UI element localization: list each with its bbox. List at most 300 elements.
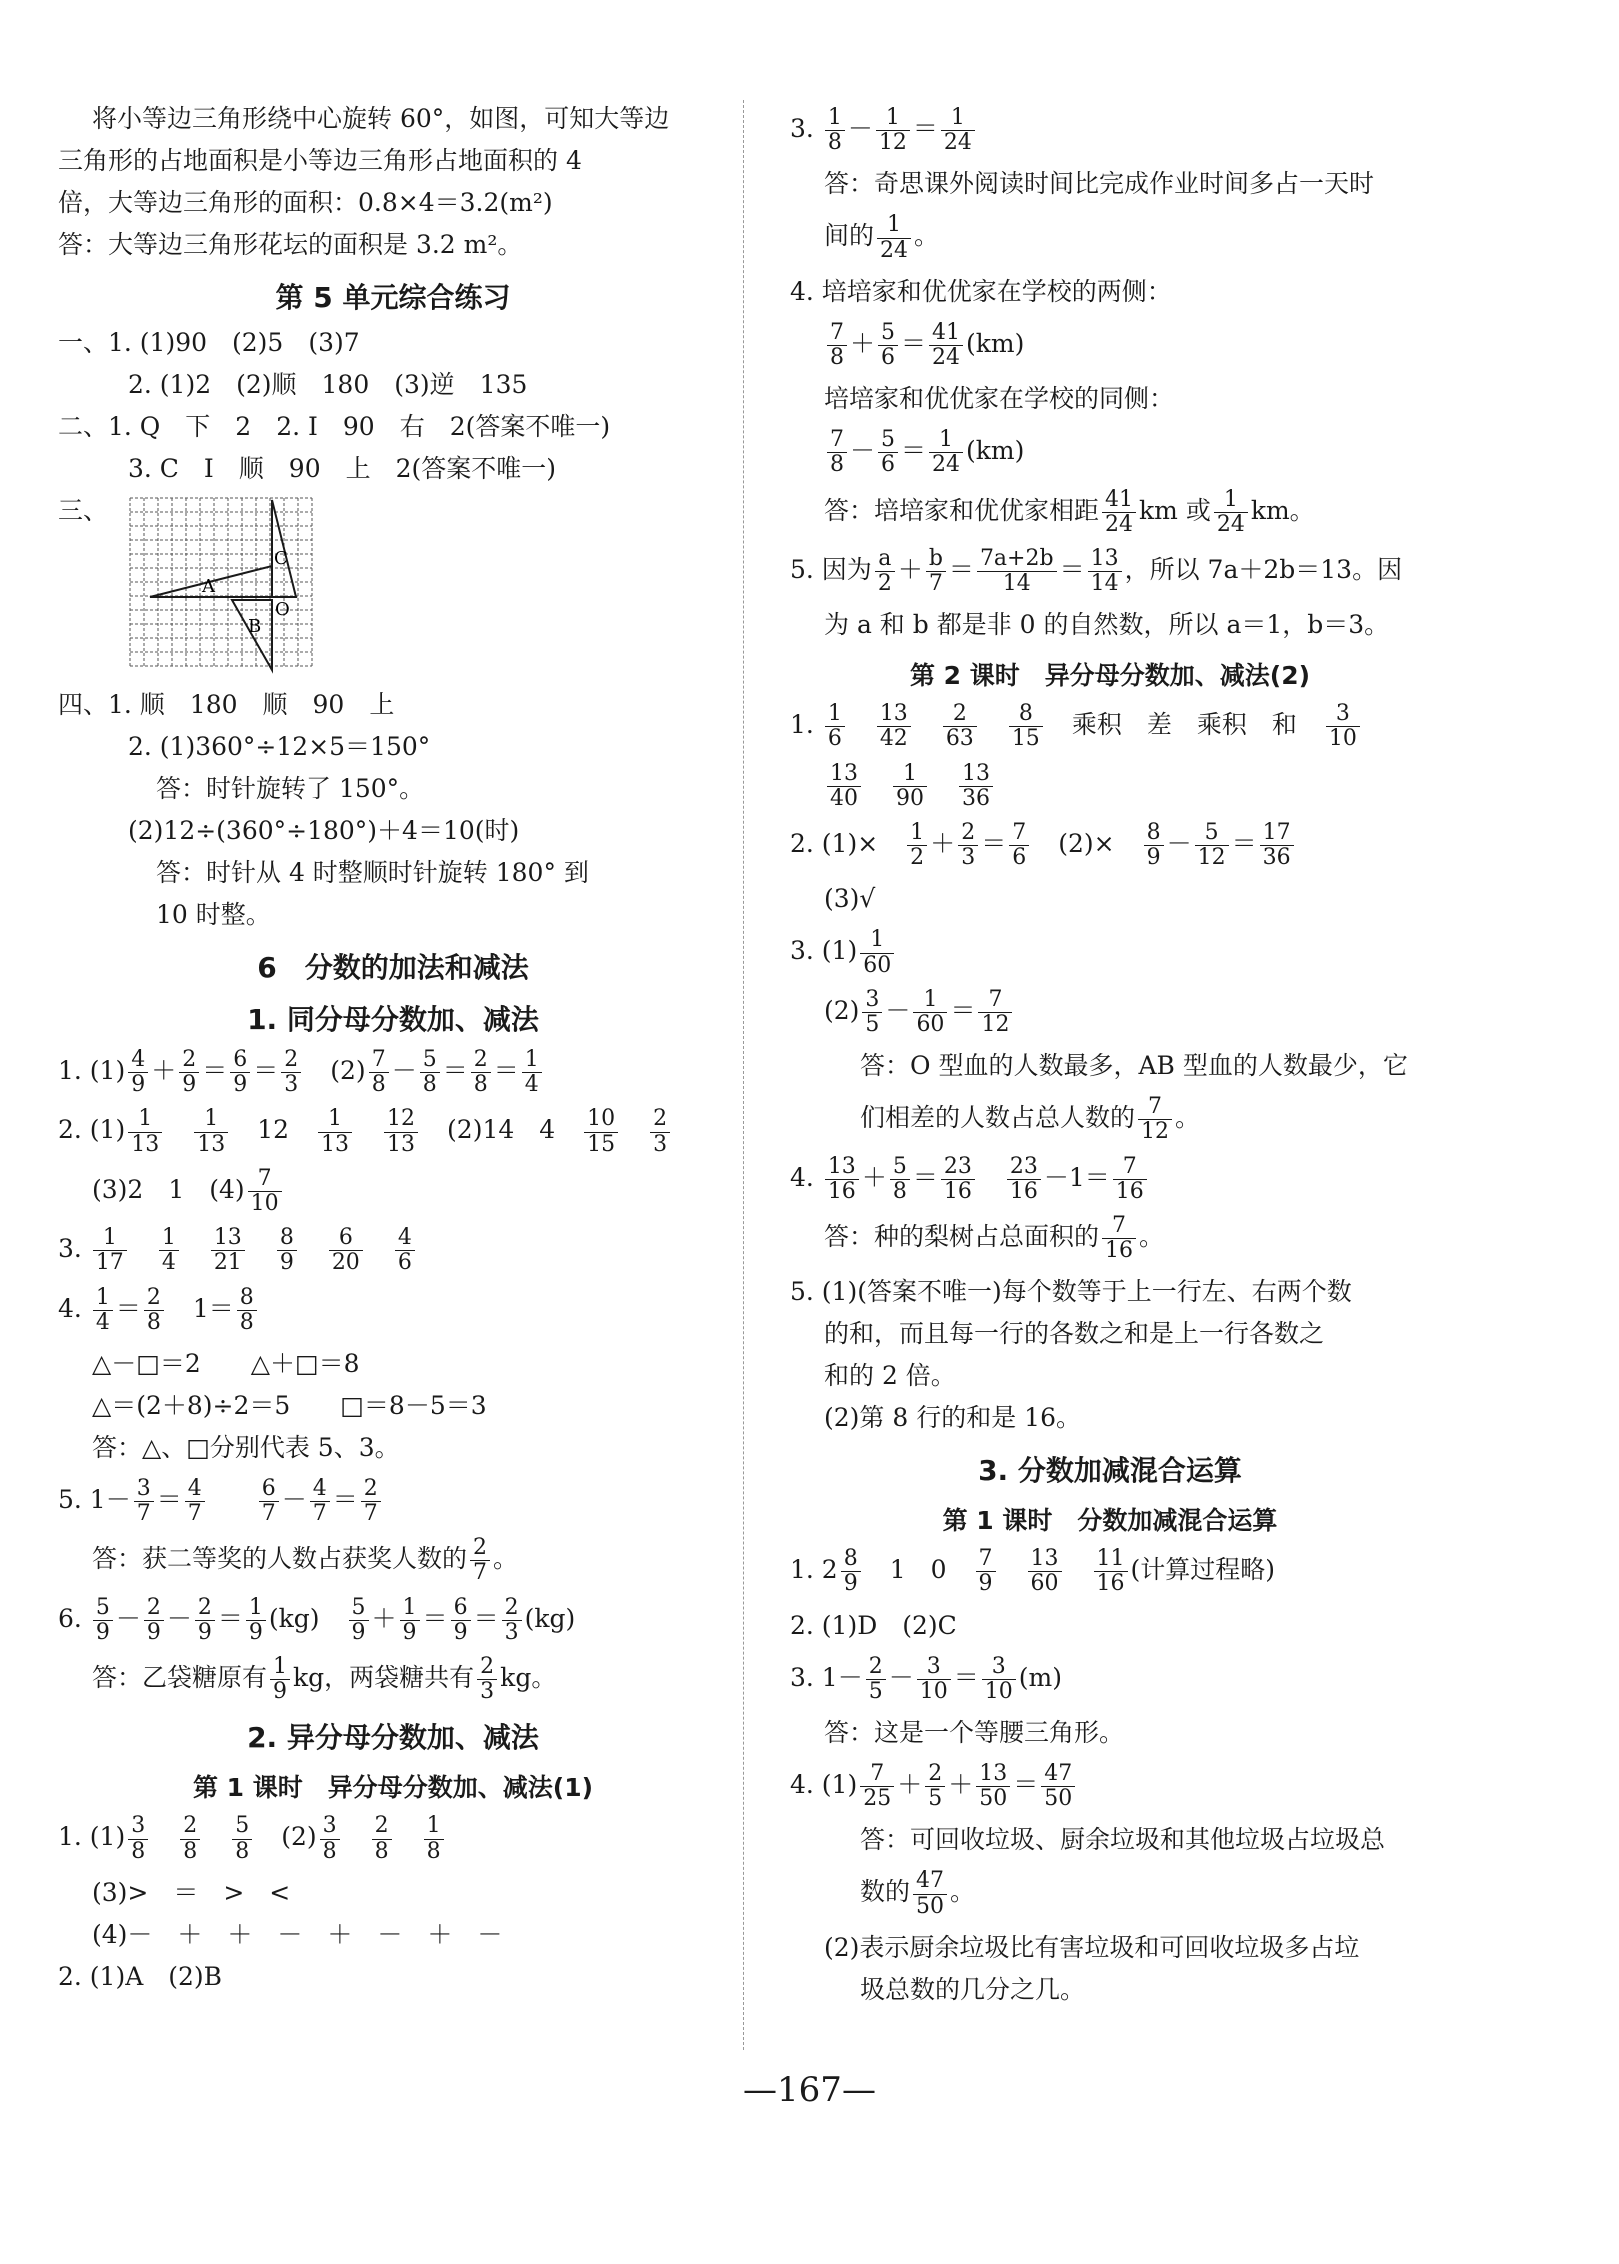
denominator: 8 xyxy=(131,1838,146,1864)
q2b-line: (3)2 1 (4) $\frac{7}{10}$ xyxy=(58,1167,728,1216)
numerator: 11 xyxy=(1094,1547,1128,1572)
numerator: 8 xyxy=(237,1286,257,1311)
numerator: 1 xyxy=(913,988,947,1013)
fraction xyxy=(860,1762,894,1811)
denominator: 25 xyxy=(863,1786,892,1812)
grid-svg xyxy=(122,492,382,677)
numerator: 7 xyxy=(1138,1095,1172,1120)
fraction xyxy=(93,1286,113,1335)
fraction xyxy=(1214,488,1248,537)
answer-line: 5. (1)(答案不唯一)每个数等于上一行左、右两个数 xyxy=(790,1277,1352,1307)
numerator: 6 xyxy=(259,1477,279,1502)
fraction xyxy=(1113,1155,1147,1204)
q3-line: 3. $\frac{1}{17}$ $\frac{1}{4}$ $\frac{13}{21}$ $\frac{8}{9}$ $\frac{6}{20}$ $\frac{4}{6}$ xyxy=(58,1226,728,1275)
answer-line: (2)第 8 行的和是 16。 xyxy=(824,1403,1081,1433)
fraction xyxy=(877,213,911,262)
numerator: 2 xyxy=(144,1596,164,1621)
l2-q3-answer: 们相差的人数占总人数的 $\frac{7}{12}$ 。 xyxy=(860,1094,1201,1145)
fraction xyxy=(195,1596,215,1645)
numerator: 12 xyxy=(384,1107,418,1132)
numerator: 5 xyxy=(878,428,898,453)
answer-line: 2. (1)2 (2)顺 180 (3)逆 135 xyxy=(128,370,528,399)
q6-answer: 答：乙袋糖原有 $\frac{1}{9}$ kg，两袋糖共有 $\frac{2}{3}$ kg。 xyxy=(92,1654,557,1705)
rotation-grid-figure xyxy=(122,492,382,688)
fraction xyxy=(977,547,1057,596)
denominator: 9 xyxy=(402,1619,417,1645)
fraction xyxy=(890,1155,910,1204)
numerator: 13 xyxy=(211,1226,245,1251)
numerator: 7 xyxy=(369,1048,389,1073)
fraction xyxy=(144,1596,164,1645)
denominator: 24 xyxy=(943,130,972,156)
fraction xyxy=(1260,821,1294,870)
fraction xyxy=(827,321,847,370)
fraction xyxy=(913,1869,947,1918)
fraction xyxy=(941,1155,975,1204)
numerator: 4 xyxy=(395,1226,415,1251)
chapter-6-title: 6 分数的加法和减法 xyxy=(257,951,529,984)
denominator: 7 xyxy=(363,1501,378,1527)
numerator: 41 xyxy=(1102,488,1136,513)
numerator: 2 xyxy=(180,1814,200,1839)
numerator: 1 xyxy=(907,821,927,846)
answer-line: 二、1. Q 下 2 2. I 90 右 2(答案不唯一) xyxy=(58,412,611,441)
fraction xyxy=(827,428,847,477)
fraction xyxy=(1144,821,1164,870)
fraction xyxy=(893,762,927,811)
denominator: 16 xyxy=(1115,1178,1144,1204)
denominator: 7 xyxy=(187,1501,202,1527)
numerator: 13 xyxy=(877,702,911,727)
fraction xyxy=(1009,702,1043,751)
numerator: 2 xyxy=(650,1107,670,1132)
label-b: B xyxy=(247,616,262,637)
fraction xyxy=(584,1107,618,1156)
numerator: 2 xyxy=(502,1596,522,1621)
denominator: 16 xyxy=(1096,1571,1125,1597)
answer-line: 3. C I 顺 90 上 2(答案不唯一) xyxy=(128,454,557,483)
r3-answer: 间的 $\frac{1}{24}$ 。 xyxy=(824,212,940,263)
q2-line: 2. (1) $\frac{1}{13}$ $\frac{1}{13}$ 12 $\frac{1}{13}$ $\frac{12}{13}$ (2)14 4 $\frac{10}{15}$ $\frac{2}{3}$ xyxy=(58,1107,728,1156)
denominator: 8 xyxy=(322,1838,337,1864)
numerator: 13 xyxy=(976,1762,1010,1787)
fraction xyxy=(1326,702,1360,751)
denominator: 4 xyxy=(95,1309,110,1335)
lesson-2-title: 第 2 课时 异分母分数加、减法(2) xyxy=(909,661,1311,691)
numerator: 8 xyxy=(1009,702,1043,727)
numerator: 7 xyxy=(248,1167,282,1192)
denominator: 24 xyxy=(880,237,909,263)
numerator: 1 xyxy=(893,762,927,787)
numerator: 1 xyxy=(825,106,845,131)
denominator: 40 xyxy=(830,785,858,811)
fraction xyxy=(384,1107,418,1156)
fraction xyxy=(929,428,963,477)
numerator: 2 xyxy=(943,702,977,727)
denominator: 8 xyxy=(473,1072,488,1098)
numerator: 1 xyxy=(929,428,963,453)
numerator: 1 xyxy=(128,1107,162,1132)
denominator: 8 xyxy=(235,1838,250,1864)
answer-line: 和的 2 倍。 xyxy=(824,1361,956,1391)
denominator: 7 xyxy=(261,1501,276,1527)
fraction xyxy=(943,702,977,751)
denominator: 9 xyxy=(233,1072,248,1098)
answer-line: 的和，而且每一行的各数之和是上一行各数之 xyxy=(824,1319,1325,1349)
numerator: 5 xyxy=(93,1596,113,1621)
fraction xyxy=(929,321,963,370)
denominator: 6 xyxy=(827,726,842,752)
numerator: 23 xyxy=(1007,1155,1041,1180)
numerator: 13 xyxy=(959,762,993,787)
l1-q1-line: 1. (1) $\frac{3}{8}$ $\frac{2}{8}$ $\frac{5}{8}$ (2) $\frac{3}{8}$ $\frac{2}{8}$ $\frac{1}{8}$ xyxy=(58,1814,728,1863)
answer-line: (3)√ xyxy=(824,884,876,914)
denominator: 5 xyxy=(868,1678,883,1704)
r4-answer: 答：培培家和优优家相距 $\frac{41}{24}$ km 或 $\frac{1}{24}$ km。 xyxy=(824,486,1315,537)
denominator: 7 xyxy=(473,1560,488,1586)
lesson-1-title: 第 1 课时 异分母分数加、减法(1) xyxy=(192,1773,594,1803)
answer-line: 答：可回收垃圾、厨余垃圾和其他垃圾占垃圾总 xyxy=(860,1825,1386,1855)
numerator: 4 xyxy=(310,1477,330,1502)
fraction xyxy=(128,1107,162,1156)
l2-q4-answer: 答：种的梨树占总面积的 $\frac{7}{16}$ 。 xyxy=(824,1212,1165,1264)
fraction xyxy=(976,1762,1010,1811)
fraction xyxy=(349,1596,369,1645)
numerator: 2 xyxy=(361,1477,381,1502)
fraction xyxy=(959,762,993,811)
numerator: 7 xyxy=(827,321,847,346)
fraction xyxy=(451,1596,471,1645)
denominator: 60 xyxy=(863,952,892,978)
numerator: 47 xyxy=(1041,1762,1075,1787)
numerator: 47 xyxy=(913,1869,947,1894)
fraction xyxy=(277,1226,297,1275)
fraction xyxy=(913,988,947,1037)
section-3-title: 3. 分数加减混合运算 xyxy=(978,1454,1242,1488)
numerator: 23 xyxy=(941,1155,975,1180)
denominator: 6 xyxy=(881,344,896,370)
numerator: 1 xyxy=(424,1814,444,1839)
left-column xyxy=(58,96,728,2000)
q5-line: 5. 1－ $\frac{3}{7}$ ＝ $\frac{4}{7}$ $\frac{6}{7}$ － $\frac{4}{7}$ ＝ $\frac{2}{7}$ xyxy=(58,1477,728,1526)
numerator: 8 xyxy=(841,1547,861,1572)
fraction xyxy=(369,1048,389,1097)
denominator: 24 xyxy=(1105,511,1134,537)
denominator: 4 xyxy=(524,1072,539,1098)
numerator: 10 xyxy=(584,1107,618,1132)
numerator: 2 xyxy=(925,1762,945,1787)
answer-line: 一、1. (1)90 (2)5 (3)7 xyxy=(58,328,360,357)
denominator: 9 xyxy=(978,1571,993,1597)
denominator: 9 xyxy=(95,1619,110,1645)
numerator: 2 xyxy=(281,1048,301,1073)
fraction xyxy=(866,1655,886,1704)
fraction xyxy=(877,702,911,751)
denominator: 8 xyxy=(374,1838,389,1864)
fraction xyxy=(1195,821,1229,870)
numerator: 1 xyxy=(270,1655,290,1680)
fraction xyxy=(237,1286,257,1335)
numerator: 3 xyxy=(128,1814,148,1839)
fraction xyxy=(232,1814,252,1863)
numerator: 1 xyxy=(877,213,911,238)
answer-line: 培培家和优优家在学校的同侧： xyxy=(824,384,1175,414)
l2-q1-line: 1. $\frac{1}{6}$ $\frac{13}{42}$ $\frac{2}{63}$ $\frac{8}{15}$ 乘积 差 乘积 和 $\frac{3}{10}$ xyxy=(790,702,1430,751)
denominator: 8 xyxy=(183,1838,198,1864)
denominator: 9 xyxy=(146,1619,161,1645)
answer-line: (2)12÷(360°÷180°)＋4＝10(时) xyxy=(128,816,520,845)
r3-line: 3. $\frac{1}{8}$ － $\frac{1}{12}$ ＝ $\frac{1}{24}$ xyxy=(790,106,1430,155)
numerator: 2 xyxy=(471,1048,491,1073)
fraction xyxy=(917,1655,951,1704)
numerator: 7 xyxy=(978,988,1012,1013)
q6-line: 6. $\frac{5}{9}$ － $\frac{2}{9}$ － $\frac{2}{9}$ ＝ $\frac{1}{9}$ (kg) $\frac{5}{9}$ ＋ $\frac{1}{9}$ ＝ $\frac{6}{9}$ ＝ $\frac{2}{3}$ (kg) xyxy=(58,1594,576,1645)
denominator: 12 xyxy=(981,1011,1010,1037)
fraction xyxy=(1088,547,1122,596)
numerator: 7 xyxy=(827,428,847,453)
fraction xyxy=(878,428,898,477)
denominator: 9 xyxy=(843,1571,858,1597)
answer-line: △－□＝2 △＋□＝8 xyxy=(92,1348,360,1378)
numerator: 8 xyxy=(1144,821,1164,846)
fraction xyxy=(270,1655,290,1704)
fraction xyxy=(976,1547,996,1596)
denominator: 7 xyxy=(136,1501,151,1527)
fraction xyxy=(470,1536,490,1585)
numerator: 2 xyxy=(372,1814,392,1839)
l2-q3-line: 3. (1) $\frac{1}{60}$ xyxy=(790,928,1430,977)
fraction xyxy=(978,988,1012,1037)
denominator: 8 xyxy=(830,344,844,370)
r4-eq2: $\frac{7}{8}$ － $\frac{5}{6}$ ＝ $\frac{1}{24}$ (km) xyxy=(790,428,1430,477)
numerator: 2 xyxy=(477,1655,497,1680)
denominator: 50 xyxy=(1044,1786,1073,1812)
numerator: 3 xyxy=(982,1655,1016,1680)
numerator: 5 xyxy=(420,1048,440,1073)
q1-line: 1. (1) $\frac{4}{9}$ ＋ $\frac{2}{9}$ ＝ $\frac{6}{9}$ ＝ $\frac{2}{3}$ (2) $\frac{7}{8}$ － $\frac{5}{8}$ ＝ $\frac{2}{8}$ ＝ $\frac{1}{4}$ xyxy=(58,1048,728,1097)
fraction xyxy=(395,1226,415,1275)
numerator: 5 xyxy=(878,321,898,346)
fraction xyxy=(827,762,861,811)
numerator: 8 xyxy=(277,1226,297,1251)
numerator: 1 xyxy=(522,1048,542,1073)
intro-line: 倍，大等边三角形的面积：0.8×4＝3.2(m²) xyxy=(58,188,553,217)
denominator: 9 xyxy=(279,1250,294,1276)
fraction xyxy=(93,1226,127,1275)
label-o: O xyxy=(274,599,290,620)
fraction xyxy=(281,1048,301,1097)
numerator: 7 xyxy=(976,1547,996,1572)
denominator: 24 xyxy=(1216,511,1245,537)
numerator: 5 xyxy=(890,1155,910,1180)
fraction xyxy=(400,1596,420,1645)
denominator: 8 xyxy=(422,1072,437,1098)
fraction xyxy=(310,1477,330,1526)
fraction xyxy=(128,1814,148,1863)
numerator: 1 xyxy=(159,1226,179,1251)
fraction xyxy=(318,1107,352,1156)
fraction xyxy=(320,1814,340,1863)
denominator: 3 xyxy=(653,1131,668,1157)
numerator: 2 xyxy=(866,1655,886,1680)
answer-line: 4. 培培家和优优家在学校的两侧： xyxy=(790,276,1172,306)
denominator: 9 xyxy=(453,1619,468,1645)
fraction xyxy=(907,821,927,870)
numerator: 17 xyxy=(1260,821,1294,846)
fraction xyxy=(1041,1762,1075,1811)
fraction xyxy=(424,1814,444,1863)
denominator: 2 xyxy=(910,845,925,871)
numerator: 6 xyxy=(329,1226,363,1251)
fraction xyxy=(180,1814,200,1863)
fraction xyxy=(329,1226,363,1275)
answer-line: 2. (1)D (2)C xyxy=(790,1610,957,1640)
denominator: 2 xyxy=(877,571,892,597)
numerator: 2 xyxy=(195,1596,215,1621)
q5-answer: 答：获二等奖的人数占获奖人数的 $\frac{2}{7}$ 。 xyxy=(92,1535,519,1586)
intro-line: 三角形的占地面积是小等边三角形占地面积的 4 xyxy=(58,146,582,175)
numerator: b xyxy=(926,547,946,572)
numerator: 2 xyxy=(179,1048,199,1073)
fraction xyxy=(925,1762,945,1811)
denominator: 9 xyxy=(351,1619,366,1645)
fraction xyxy=(420,1048,440,1097)
denominator: 17 xyxy=(95,1250,124,1276)
answer-line: (3)> ＝ > < xyxy=(92,1877,291,1907)
denominator: 50 xyxy=(916,1893,945,1919)
numerator: 41 xyxy=(929,321,963,346)
intro-line: 将小等边三角形绕中心旋转 60°，如图，可知大等边 xyxy=(92,104,670,133)
numerator: 1 xyxy=(860,928,894,953)
fraction xyxy=(1138,1095,1172,1144)
section-1-title: 1. 同分母分数加、减法 xyxy=(247,1003,539,1036)
column-divider xyxy=(743,100,744,2050)
denominator: 10 xyxy=(919,1678,948,1704)
denominator: 6 xyxy=(881,452,896,478)
numerator: 2 xyxy=(144,1286,164,1311)
label-a: A xyxy=(201,576,215,597)
r5-line: 5. 因为 $\frac{a}{2}$ ＋ $\frac{b}{7}$ ＝ $\frac{7a+2b}{14}$ ＝ $\frac{13}{14}$ ，所以 7a＋2b＝13。因 xyxy=(790,545,1403,597)
fraction xyxy=(841,1547,861,1596)
numerator: 1 xyxy=(1214,488,1248,513)
fraction xyxy=(825,1155,859,1204)
numerator: a xyxy=(875,547,895,572)
fraction xyxy=(825,702,845,751)
denominator: 63 xyxy=(945,726,974,752)
lesson-3-title: 第 1 课时 分数加减混合运算 xyxy=(942,1506,1278,1536)
denominator: 60 xyxy=(916,1011,945,1037)
denominator: 6 xyxy=(397,1250,412,1276)
denominator: 8 xyxy=(239,1309,254,1335)
numerator: 1 xyxy=(194,1107,228,1132)
numerator: 6 xyxy=(230,1048,250,1073)
denominator: 14 xyxy=(1090,571,1119,597)
numerator: 1 xyxy=(825,702,845,727)
answer-line: 答：这是一个等腰三角形。 xyxy=(824,1718,1125,1747)
fraction xyxy=(179,1048,199,1097)
answer-line: 答：△、□分别代表 5、3。 xyxy=(92,1432,400,1462)
denominator: 36 xyxy=(1262,845,1291,871)
answer-line: 答：时针旋转了 150°。 xyxy=(156,774,425,803)
denominator: 13 xyxy=(197,1131,226,1157)
l2-q3-eq: (2) $\frac{3}{5}$ － $\frac{1}{60}$ ＝ $\frac{7}{12}$ xyxy=(790,988,1430,1037)
denominator: 9 xyxy=(248,1619,263,1645)
numerator: 3 xyxy=(1326,702,1360,727)
denominator: 90 xyxy=(896,785,924,811)
fraction xyxy=(230,1048,250,1097)
fraction xyxy=(958,821,978,870)
numerator: 1 xyxy=(93,1286,113,1311)
denominator: 12 xyxy=(1141,1119,1170,1145)
denominator: 21 xyxy=(213,1250,242,1276)
numerator: 7 xyxy=(1009,821,1029,846)
denominator: 3 xyxy=(504,1619,519,1645)
numerator: 1 xyxy=(246,1596,266,1621)
fraction xyxy=(982,1655,1016,1704)
denominator: 8 xyxy=(827,130,842,156)
fraction xyxy=(1009,821,1029,870)
numerator: 13 xyxy=(827,762,861,787)
fraction xyxy=(144,1286,164,1335)
fraction xyxy=(862,988,882,1037)
q4-line: 4. $\frac{1}{4}$ ＝ $\frac{2}{8}$ 1＝ $\frac{8}{8}$ xyxy=(58,1286,728,1335)
numerator: 13 xyxy=(1088,547,1122,572)
fraction xyxy=(372,1814,392,1863)
numerator: 4 xyxy=(128,1048,148,1073)
denominator: 6 xyxy=(1012,845,1027,871)
numerator: 6 xyxy=(451,1596,471,1621)
numerator: 3 xyxy=(862,988,882,1013)
numerator: 4 xyxy=(185,1477,205,1502)
answer-line: 答：O 型血的人数最多，AB 型血的人数最少，它 xyxy=(860,1051,1408,1081)
intro-line: 答：大等边三角形花坛的面积是 3.2 m²。 xyxy=(58,230,523,259)
fraction xyxy=(246,1596,266,1645)
fraction xyxy=(1007,1155,1041,1204)
denominator: 8 xyxy=(426,1838,441,1864)
fraction xyxy=(194,1107,228,1156)
numerator: 1 xyxy=(400,1596,420,1621)
answer-line: 答：时针从 4 时整顺时针旋转 180° 到 xyxy=(156,858,589,887)
l3-q1-line: 1. 2 $\frac{8}{9}$ 1 0 $\frac{7}{9}$ $\frac{13}{60}$ $\frac{11}{16}$ (计算过程略) xyxy=(790,1546,1276,1597)
page-number: —167— xyxy=(743,2070,876,2110)
grid-answer-row xyxy=(58,492,728,682)
denominator: 12 xyxy=(1197,845,1226,871)
denominator: 3 xyxy=(961,845,976,871)
denominator: 5 xyxy=(928,1786,943,1812)
numerator: 3 xyxy=(917,1655,951,1680)
numerator: 7a+2b xyxy=(977,547,1057,572)
label-c: C xyxy=(273,548,288,569)
answer-line: 圾总数的几分之几。 xyxy=(860,1974,1086,2004)
numerator: 5 xyxy=(349,1596,369,1621)
denominator: 3 xyxy=(284,1072,299,1098)
fraction xyxy=(878,321,898,370)
fraction xyxy=(941,106,975,155)
denominator: 16 xyxy=(1105,1238,1134,1264)
fraction xyxy=(471,1048,491,1097)
fraction xyxy=(876,106,910,155)
numerator: 2 xyxy=(470,1536,490,1561)
numerator: 5 xyxy=(1195,821,1229,846)
fraction xyxy=(128,1048,148,1097)
denominator: 42 xyxy=(879,726,908,752)
fraction xyxy=(361,1477,381,1526)
r4-eq1: $\frac{7}{8}$ ＋ $\frac{5}{6}$ ＝ $\frac{41}{24}$ (km) xyxy=(790,321,1430,370)
section-label: 三、 xyxy=(58,496,109,525)
denominator: 8 xyxy=(830,452,844,478)
numerator: 7 xyxy=(860,1762,894,1787)
numerator: 3 xyxy=(134,1477,154,1502)
